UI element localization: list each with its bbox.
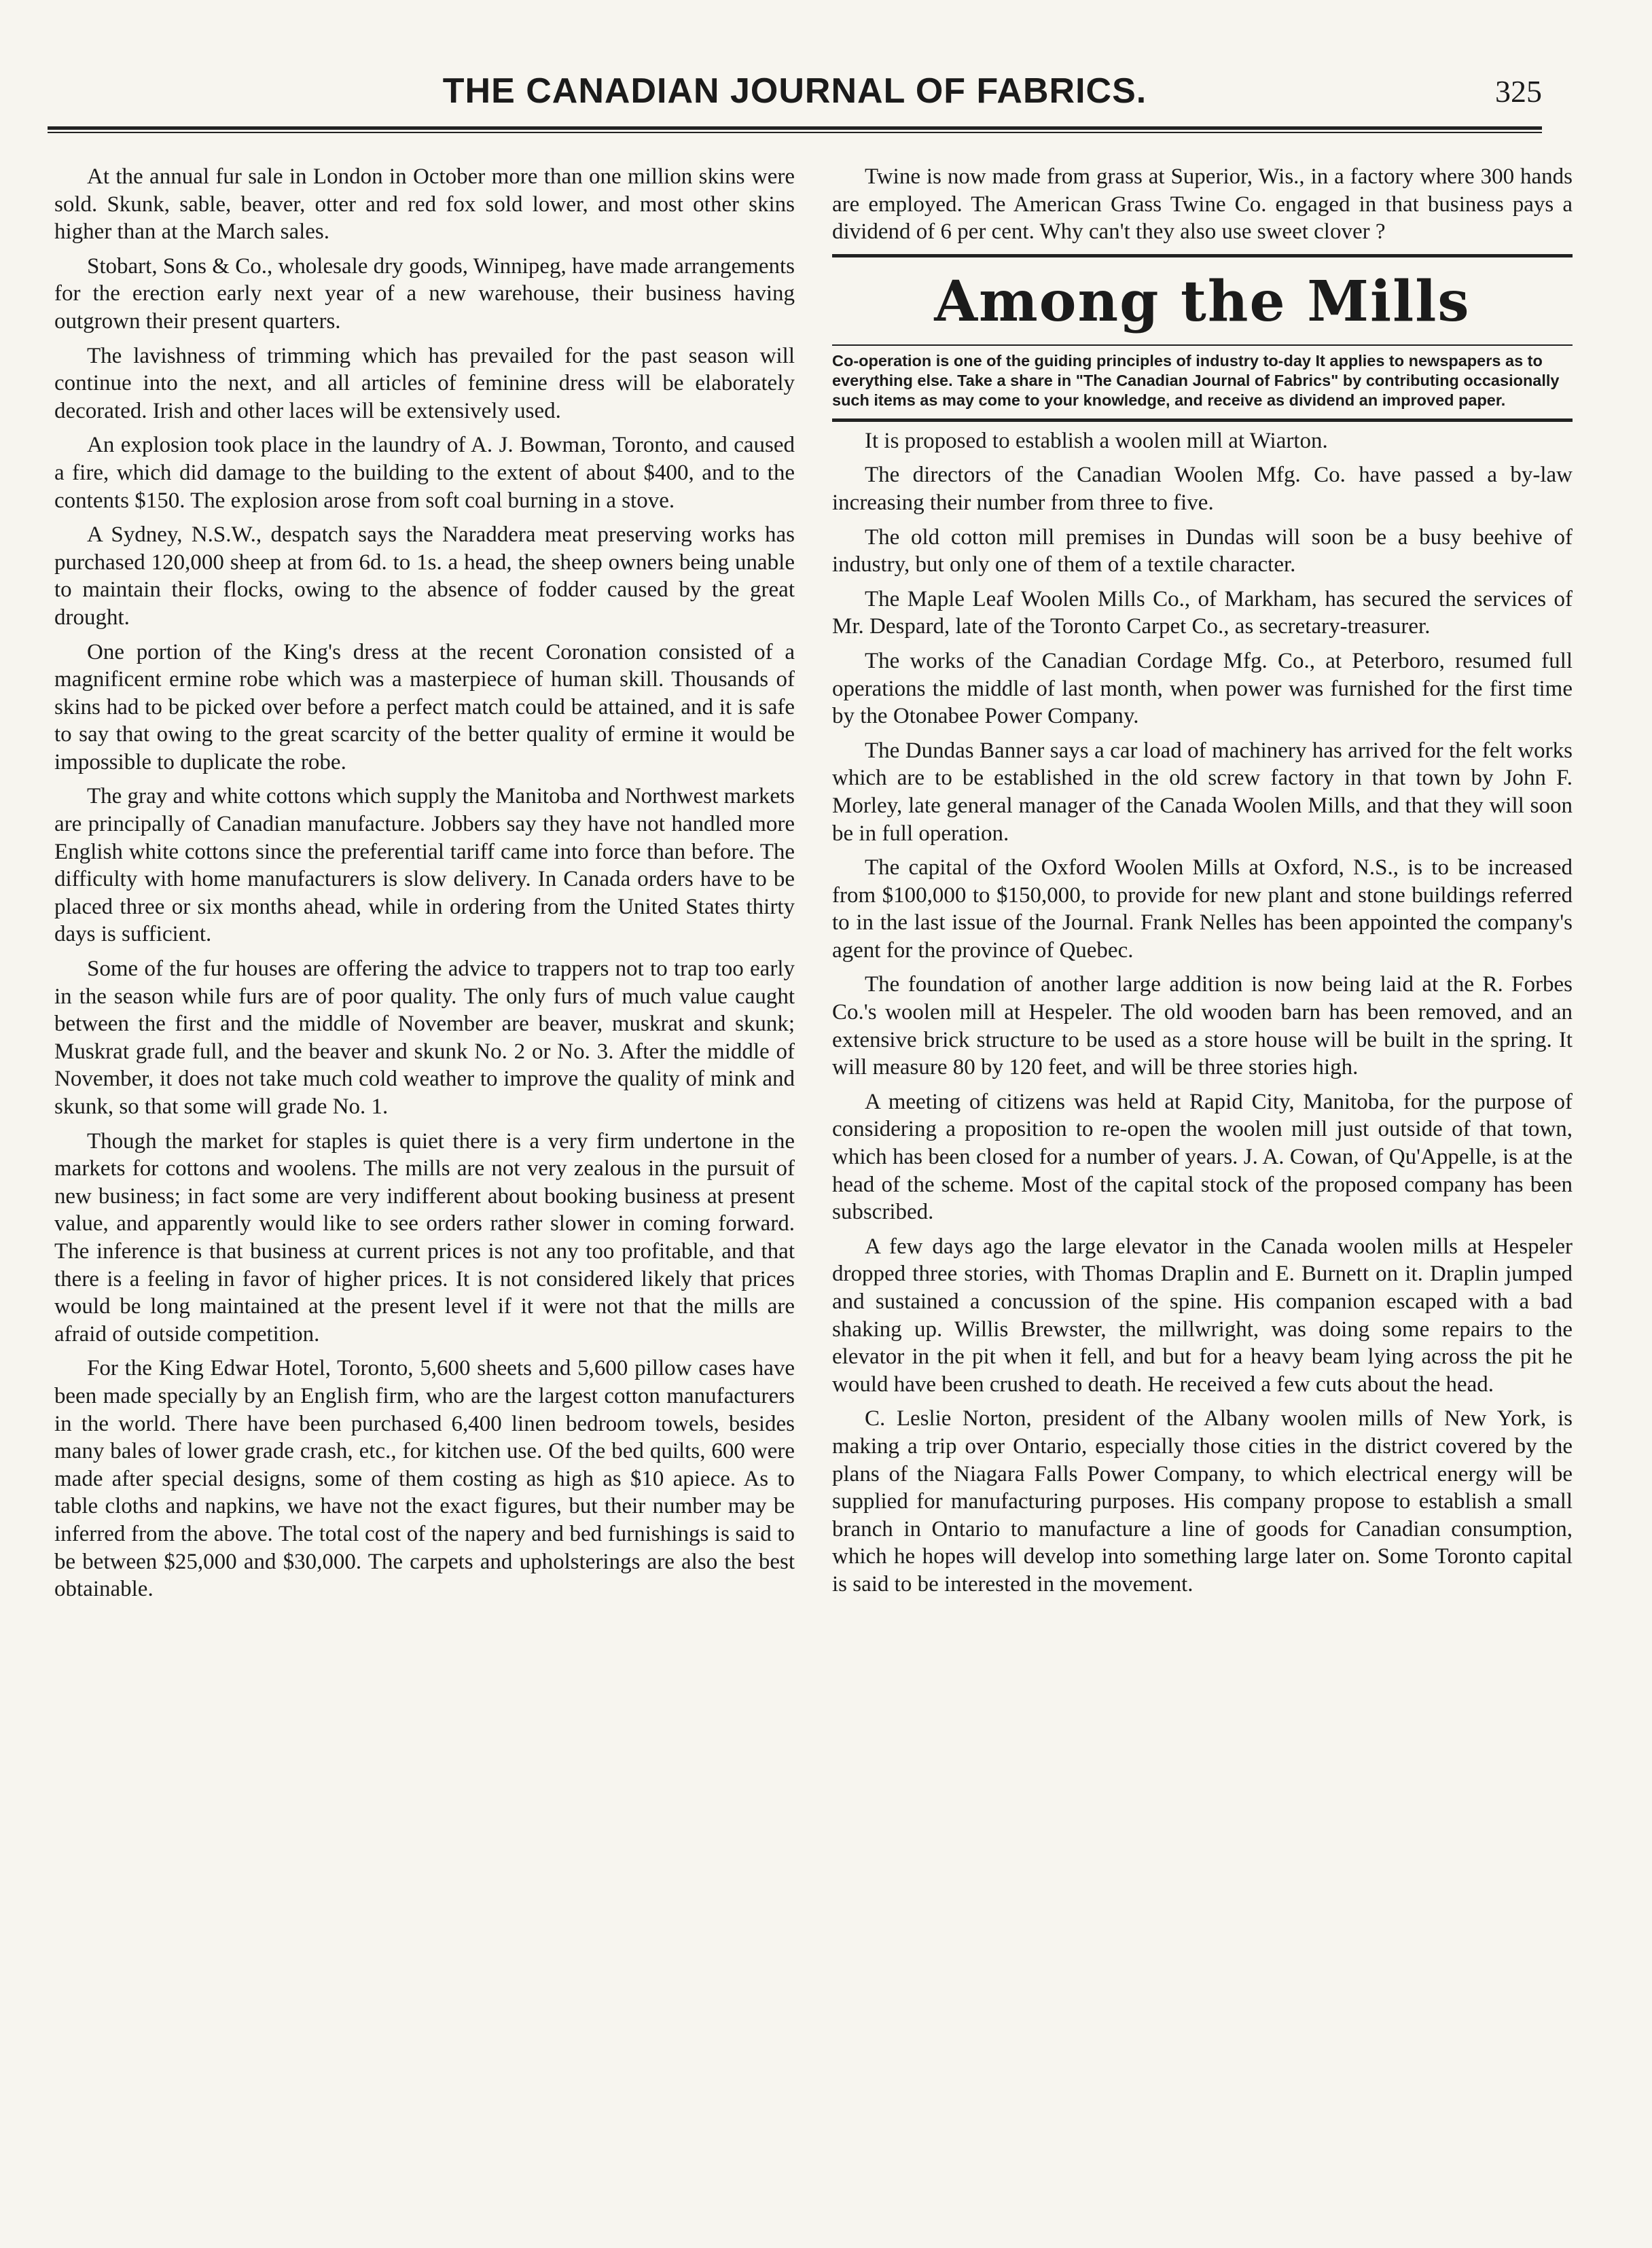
left-column xyxy=(54,163,795,1610)
right-column xyxy=(832,163,1573,1605)
section-note: Co-operation is one of the guiding principles of industry to-day It applies to newspapers as to everything else. Take a share in "The Canadian Journal of Fabrics" by contributing occasionally such items as may come to your knowledge, and receive as dividend an improved paper. xyxy=(832,351,1560,409)
page-header xyxy=(48,71,1542,118)
article-paragraph: The lavishness of trimming which has prevailed for the past season will continue into the next, and all articles of feminine dress will be elaborately decorated. Irish and other laces will be extensively used. xyxy=(54,343,795,423)
news-item: The capital of the Oxford Woolen Mills at Oxford, N.S., is to be increased from $100,000 to $150,000, to provide for new plant and stone buildings referred to in the last issue of the Journal. Frank Nelles has been appointed the company's agent for the province of Quebec. xyxy=(832,855,1573,963)
section-rule-bottom xyxy=(832,418,1573,422)
article-paragraph: Some of the fur houses are offering the advice to trappers not to trap too early in the season while furs are of poor quality. The only furs of much value caught between the first and the middle of November are beaver, muskrat and skunk; Muskrat grade full, and the beaver and skunk No. 2 or No. 3. After the middle of November, it does not take much cold weather to improve the quality of mink and skunk, so that some will grade No. 1. xyxy=(54,957,795,1119)
news-item: It is proposed to establish a woolen mill at Wiarton. xyxy=(865,428,1328,453)
section-rule-under-heading xyxy=(832,344,1573,346)
article-paragraph: For the King Edwar Hotel, Toronto, 5,600 sheets and 5,600 pillow cases have been made specially by an English firm, who are the largest cotton manufacturers in the world. There have been purchased 6,400 linen bedroom towels, besides many bales of lower grade crash, etc., for kitchen use. Of the bed quilts, 600 were made after special designs, some of them costing as high as $10 apiece. As to table cloths and napkins, we have not the exact figures, but their number may be inferred from the above. The total cost of the napery and bed furnishings is said to be between $25,000 and $30,000. The carpets and upholsterings are also the best obtainable. xyxy=(54,1356,795,1602)
news-item: The foundation of another large addition is now being laid at the R. Forbes Co.'s woolen mill at Hespeler. The old wooden barn has been removed, and an extensive brick structure to be used as a store house will be built in the spring. It will measure 80 by 120 feet, and will be three stories high. xyxy=(832,972,1573,1080)
news-item: The Maple Leaf Woolen Mills Co., of Markham, has secured the services of Mr. Despard, late of the Toronto Carpet Co., as secretary-treasurer. xyxy=(832,586,1573,639)
news-item: A few days ago the large elevator in the Canada woolen mills at Hespeler dropped three stories, with Thomas Draplin and E. Burnett on it. Draplin jumped and sustained a concussion of the spine. His companion escaped with a bad shaking up. Willis Brewster, the millwright, was doing some repairs to the elevator in the pit when it fell, and but for a heavy beam lying across the pit he would have been crushed to death. He received a few cuts about the head. xyxy=(832,1234,1573,1397)
news-item: The old cotton mill premises in Dundas will soon be a busy beehive of industry, but only one of them of a textile character. xyxy=(832,524,1573,577)
article-paragraph: An explosion took place in the laundry of A. J. Bowman, Toronto, and caused a fire, which did damage to the building to the extent of about $400, and to the contents $150. The explosion arose from soft coal burning in a stove. xyxy=(54,433,795,513)
article-paragraph: Twine is now made from grass at Superior, Wis., in a factory where 300 hands are employed. The American Grass Twine Co. engaged in that business pays a dividend of 6 per cent. Why can't they also use sweet clover ? xyxy=(832,164,1573,245)
news-item: The works of the Canadian Cordage Mfg. Co., at Peterboro, resumed full operations the middle of last month, when power was furnished for the first time by the Otonabee Power Company. xyxy=(832,648,1573,729)
article-paragraph: A Sydney, N.S.W., despatch says the Naraddera meat preserving works has purchased 120,000 sheep at from 6d. to 1s. a head, the sheep owners being unable to maintain their flocks, owing to the absence of fodder caused by the great drought. xyxy=(54,522,795,630)
section-rule-top xyxy=(832,254,1573,257)
article-paragraph: At the annual fur sale in London in October more than one million skins were sold. Skunk, sable, beaver, otter and red fox sold lower, and most other skins higher than at the March sales. xyxy=(54,164,795,245)
news-item: C. Leslie Norton, president of the Albany woolen mills of New York, is making a trip over Ontario, especially those cities in the district covered by the plans of the Niagara Falls Power Company, to which electrical energy will be supplied for manufacturing purposes. His company propose to establish a small branch in Ontario to manufacture a line of goods for Canadian consumption, which he hopes will develop into something large later on. Some Toronto capital is said to be interested in the movement. xyxy=(832,1406,1573,1596)
news-item: The Dundas Banner says a car load of machinery has arrived for the felt works which are to be established in the old screw factory in that town by John F. Morley, late general manager of the Canada Woolen Mills, and that they will soon be in full operation. xyxy=(832,738,1573,846)
news-item: A meeting of citizens was held at Rapid City, Manitoba, for the purpose of considering a proposition to re-open the woolen mill just outside of that town, which has been closed for a number of years. J. A. Cowan, of Qu'Appelle, is at the head of the scheme. Most of the capital stock of the proposed company has been subscribed. xyxy=(832,1089,1573,1225)
news-item: The directors of the Canadian Woolen Mfg. Co. have passed a by-law increasing their number from three to five. xyxy=(832,463,1573,515)
section-heading: Among the Mills xyxy=(934,268,1471,334)
article-paragraph: One portion of the King's dress at the recent Coronation consisted of a magnificent ermine robe which was a masterpiece of human skill. Thousands of skins had to be picked over before a perfect match could be attained, and it is safe to say that owing to the great scarcity of the better quality of ermine it would be impossible to duplicate the robe. xyxy=(54,639,795,774)
header-rule xyxy=(48,126,1542,133)
article-paragraph: The gray and white cottons which supply the Manitoba and Northwest markets are principally of Canadian manufacture. Jobbers say they have not handled more English white cottons since the preferential tariff came into force than before. The difficulty with home manufacturers is slow delivery. In Canada orders have to be placed three or six months ahead, while in ordering from the United States thirty days is sufficient. xyxy=(54,784,795,947)
article-paragraph: Though the market for staples is quiet there is a very firm undertone in the markets for cottons and woolens. The mills are not very zealous in the pursuit of new business; in fact some are very indifferent about booking business at present value, and apparently would like to see orders rather slower in coming forward. The inference is that business at current prices is not any too profitable, and that there is a feeling in favor of higher prices. It is not considered likely that prices would be long maintained at the present level if it were not that the mills are afraid of outside competition. xyxy=(54,1128,795,1346)
journal-title: THE CANADIAN JOURNAL OF FABRICS. xyxy=(442,71,1147,111)
article-paragraph: Stobart, Sons & Co., wholesale dry goods, Winnipeg, have made arrangements for the erection early next year of a new warehouse, their business having outgrown their present quarters. xyxy=(54,253,795,334)
page-number: 325 xyxy=(1495,74,1542,109)
